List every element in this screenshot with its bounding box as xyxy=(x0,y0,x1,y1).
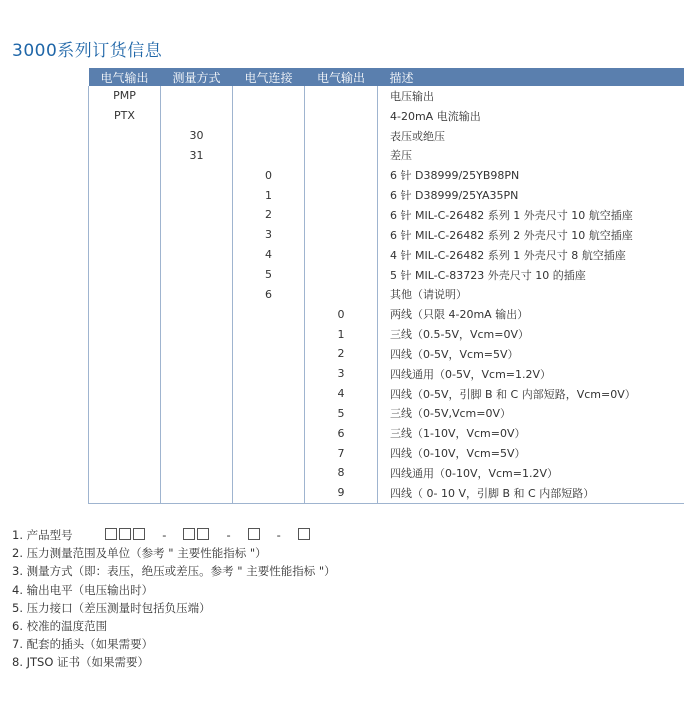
table-cell xyxy=(233,463,305,483)
table-cell: 0 xyxy=(233,165,305,185)
table-cell: 1 xyxy=(305,324,378,344)
description-cell: 三线（1-10V，Vcm=0V） xyxy=(378,423,684,443)
model-code-boxes xyxy=(98,526,316,544)
header-electrical-output-2: 电气输出 xyxy=(305,68,378,86)
table-cell: 8 xyxy=(305,463,378,483)
table-cell xyxy=(161,284,233,304)
table-cell xyxy=(89,185,161,205)
table-cell xyxy=(89,443,161,463)
note-item: 5. 压力接口（差压测量时包括负压端） xyxy=(12,600,211,615)
description-cell: 四线通用（0-5V，Vcm=1.2V） xyxy=(378,364,684,384)
table-row xyxy=(89,344,684,364)
code-box xyxy=(133,528,145,540)
header-electrical-output: 电气输出 xyxy=(89,68,161,86)
table-cell xyxy=(161,165,233,185)
table-cell xyxy=(233,324,305,344)
description-cell: 四线（0-5V，Vcm=5V） xyxy=(378,344,684,364)
table-row xyxy=(89,265,684,285)
table-header-row xyxy=(89,68,684,86)
table-cell xyxy=(233,146,305,166)
table-row xyxy=(89,245,684,265)
table-cell xyxy=(161,205,233,225)
table-row xyxy=(89,364,684,384)
table-cell xyxy=(161,483,233,503)
table-cell xyxy=(89,165,161,185)
table-cell: 4 xyxy=(305,384,378,404)
table-cell xyxy=(89,126,161,146)
table-cell xyxy=(161,106,233,126)
table-row xyxy=(89,304,684,324)
note-item: 2. 压力测量范围及单位（参考 " 主要性能指标 "） xyxy=(12,546,267,561)
table-cell xyxy=(89,364,161,384)
table-cell xyxy=(161,384,233,404)
table-row xyxy=(89,324,684,344)
table-cell xyxy=(305,245,378,265)
header-description: 描述 xyxy=(378,68,684,86)
table-cell xyxy=(161,364,233,384)
description-cell: 6 针 MIL-C-26482 系列 2 外壳尺寸 10 航空插座 xyxy=(378,225,684,245)
description-cell: 三线（0.5-5V，Vcm=0V） xyxy=(378,324,684,344)
table-row xyxy=(89,185,684,205)
table-cell: 6 xyxy=(233,284,305,304)
header-electrical-connection: 电气连接 xyxy=(233,68,305,86)
table-cell xyxy=(305,126,378,146)
box-group xyxy=(182,526,210,544)
separator: - xyxy=(162,528,167,542)
table-cell xyxy=(161,245,233,265)
table-cell: 4 xyxy=(233,245,305,265)
description-cell: 其他（请说明） xyxy=(378,284,684,304)
box-group xyxy=(297,526,311,544)
table-cell xyxy=(89,463,161,483)
note-item xyxy=(12,526,336,544)
description-cell: 差压 xyxy=(378,146,684,166)
ordering-table xyxy=(88,68,684,504)
table-cell: 7 xyxy=(305,443,378,463)
table-cell xyxy=(89,304,161,324)
description-cell: 三线（0-5V,Vcm=0V） xyxy=(378,404,684,424)
table-cell xyxy=(233,364,305,384)
header-measurement-mode: 测量方式 xyxy=(161,68,233,86)
table-cell: 30 xyxy=(161,126,233,146)
table-row xyxy=(89,86,684,106)
table-cell xyxy=(305,86,378,106)
table-cell xyxy=(89,483,161,503)
table-cell xyxy=(161,443,233,463)
table-cell xyxy=(161,324,233,344)
note-item: 6. 校准的温度范围 xyxy=(12,619,108,634)
description-cell: 四线（ 0- 10 V，引脚 B 和 C 内部短路） xyxy=(378,483,684,503)
table-cell xyxy=(233,483,305,503)
table-row xyxy=(89,146,684,166)
table-row xyxy=(89,106,684,126)
table-cell xyxy=(305,185,378,205)
table-cell xyxy=(305,146,378,166)
table-row xyxy=(89,423,684,443)
table-cell xyxy=(305,265,378,285)
table-cell: PMP xyxy=(89,86,161,106)
description-cell: 四线（0-10V，Vcm=5V） xyxy=(378,443,684,463)
table-cell xyxy=(305,106,378,126)
code-box xyxy=(119,528,131,540)
table-cell xyxy=(161,265,233,285)
table-cell xyxy=(89,284,161,304)
description-cell: 6 针 MIL-C-26482 系列 1 外壳尺寸 10 航空插座 xyxy=(378,205,684,225)
table-cell xyxy=(305,225,378,245)
table-cell xyxy=(161,86,233,106)
table-cell xyxy=(89,384,161,404)
code-box xyxy=(197,528,209,540)
table-cell: 6 xyxy=(305,423,378,443)
table-cell xyxy=(233,404,305,424)
description-cell: 两线（只限 4-20mA 输出） xyxy=(378,304,684,324)
table-row xyxy=(89,443,684,463)
table-cell xyxy=(233,344,305,364)
table-cell xyxy=(89,344,161,364)
note-item: 4. 输出电平（电压输出时） xyxy=(12,582,154,597)
table-cell xyxy=(161,185,233,205)
description-cell: 6 针 D38999/25YB98PN xyxy=(378,165,684,185)
box-group xyxy=(247,526,261,544)
table-cell xyxy=(161,304,233,324)
code-box xyxy=(298,528,310,540)
table-cell: 5 xyxy=(233,265,305,285)
table-row xyxy=(89,384,684,404)
description-cell: 5 针 MIL-C-83723 外壳尺寸 10 的插座 xyxy=(378,265,684,285)
table-cell: 1 xyxy=(233,185,305,205)
code-box xyxy=(105,528,117,540)
table-cell xyxy=(161,423,233,443)
table-row xyxy=(89,165,684,185)
table-cell: 2 xyxy=(233,205,305,225)
description-cell: 表压或绝压 xyxy=(378,126,684,146)
description-cell: 四线（0-5V，引脚 B 和 C 内部短路，Vcm=0V） xyxy=(378,384,684,404)
note-text: 1. 产品型号 xyxy=(12,528,73,542)
description-cell: 四线通用（0-10V，Vcm=1.2V） xyxy=(378,463,684,483)
table-row xyxy=(89,225,684,245)
description-cell: 电压输出 xyxy=(378,86,684,106)
table-cell xyxy=(89,205,161,225)
table-cell: PTX xyxy=(89,106,161,126)
table-cell xyxy=(233,304,305,324)
table-cell xyxy=(89,146,161,166)
table-cell xyxy=(305,165,378,185)
note-item: 3. 测量方式（即：表压，绝压或差压。参考 " 主要性能指标 "） xyxy=(12,564,336,579)
code-box xyxy=(248,528,260,540)
box-group xyxy=(104,526,146,544)
table-row xyxy=(89,284,684,304)
note-item: 8. JTSO 证书（如果需要） xyxy=(12,655,150,670)
table-cell xyxy=(161,225,233,245)
table-cell: 5 xyxy=(305,404,378,424)
table-cell xyxy=(233,443,305,463)
note-item: 7. 配套的插头（如果需要） xyxy=(12,637,154,652)
table-cell xyxy=(233,423,305,443)
table-cell: 0 xyxy=(305,304,378,324)
table-cell: 3 xyxy=(305,364,378,384)
table-cell: 3 xyxy=(233,225,305,245)
table-cell xyxy=(305,284,378,304)
separator: - xyxy=(226,528,231,542)
table-cell xyxy=(161,404,233,424)
table-cell xyxy=(161,344,233,364)
table-cell: 2 xyxy=(305,344,378,364)
page-title: 3000系列订货信息 xyxy=(12,41,163,61)
table-cell xyxy=(89,423,161,443)
table-row xyxy=(89,205,684,225)
table-cell: 9 xyxy=(305,483,378,503)
table-cell xyxy=(89,404,161,424)
table-cell xyxy=(233,86,305,106)
description-cell: 4 针 MIL-C-26482 系列 1 外壳尺寸 8 航空插座 xyxy=(378,245,684,265)
table-cell xyxy=(305,205,378,225)
table-cell xyxy=(233,106,305,126)
description-cell: 4-20mA 电流输出 xyxy=(378,106,684,126)
code-box xyxy=(183,528,195,540)
table-cell xyxy=(89,324,161,344)
table-cell xyxy=(233,384,305,404)
table-cell xyxy=(89,245,161,265)
table-cell xyxy=(161,463,233,483)
table-cell xyxy=(233,126,305,146)
table-row xyxy=(89,483,684,503)
table-cell xyxy=(89,225,161,245)
notes-list xyxy=(12,526,336,672)
table-cell xyxy=(89,265,161,285)
table-row xyxy=(89,126,684,146)
table-row xyxy=(89,463,684,483)
table-row xyxy=(89,404,684,424)
table-cell: 31 xyxy=(161,146,233,166)
description-cell: 6 针 D38999/25YA35PN xyxy=(378,185,684,205)
separator: - xyxy=(276,528,281,542)
